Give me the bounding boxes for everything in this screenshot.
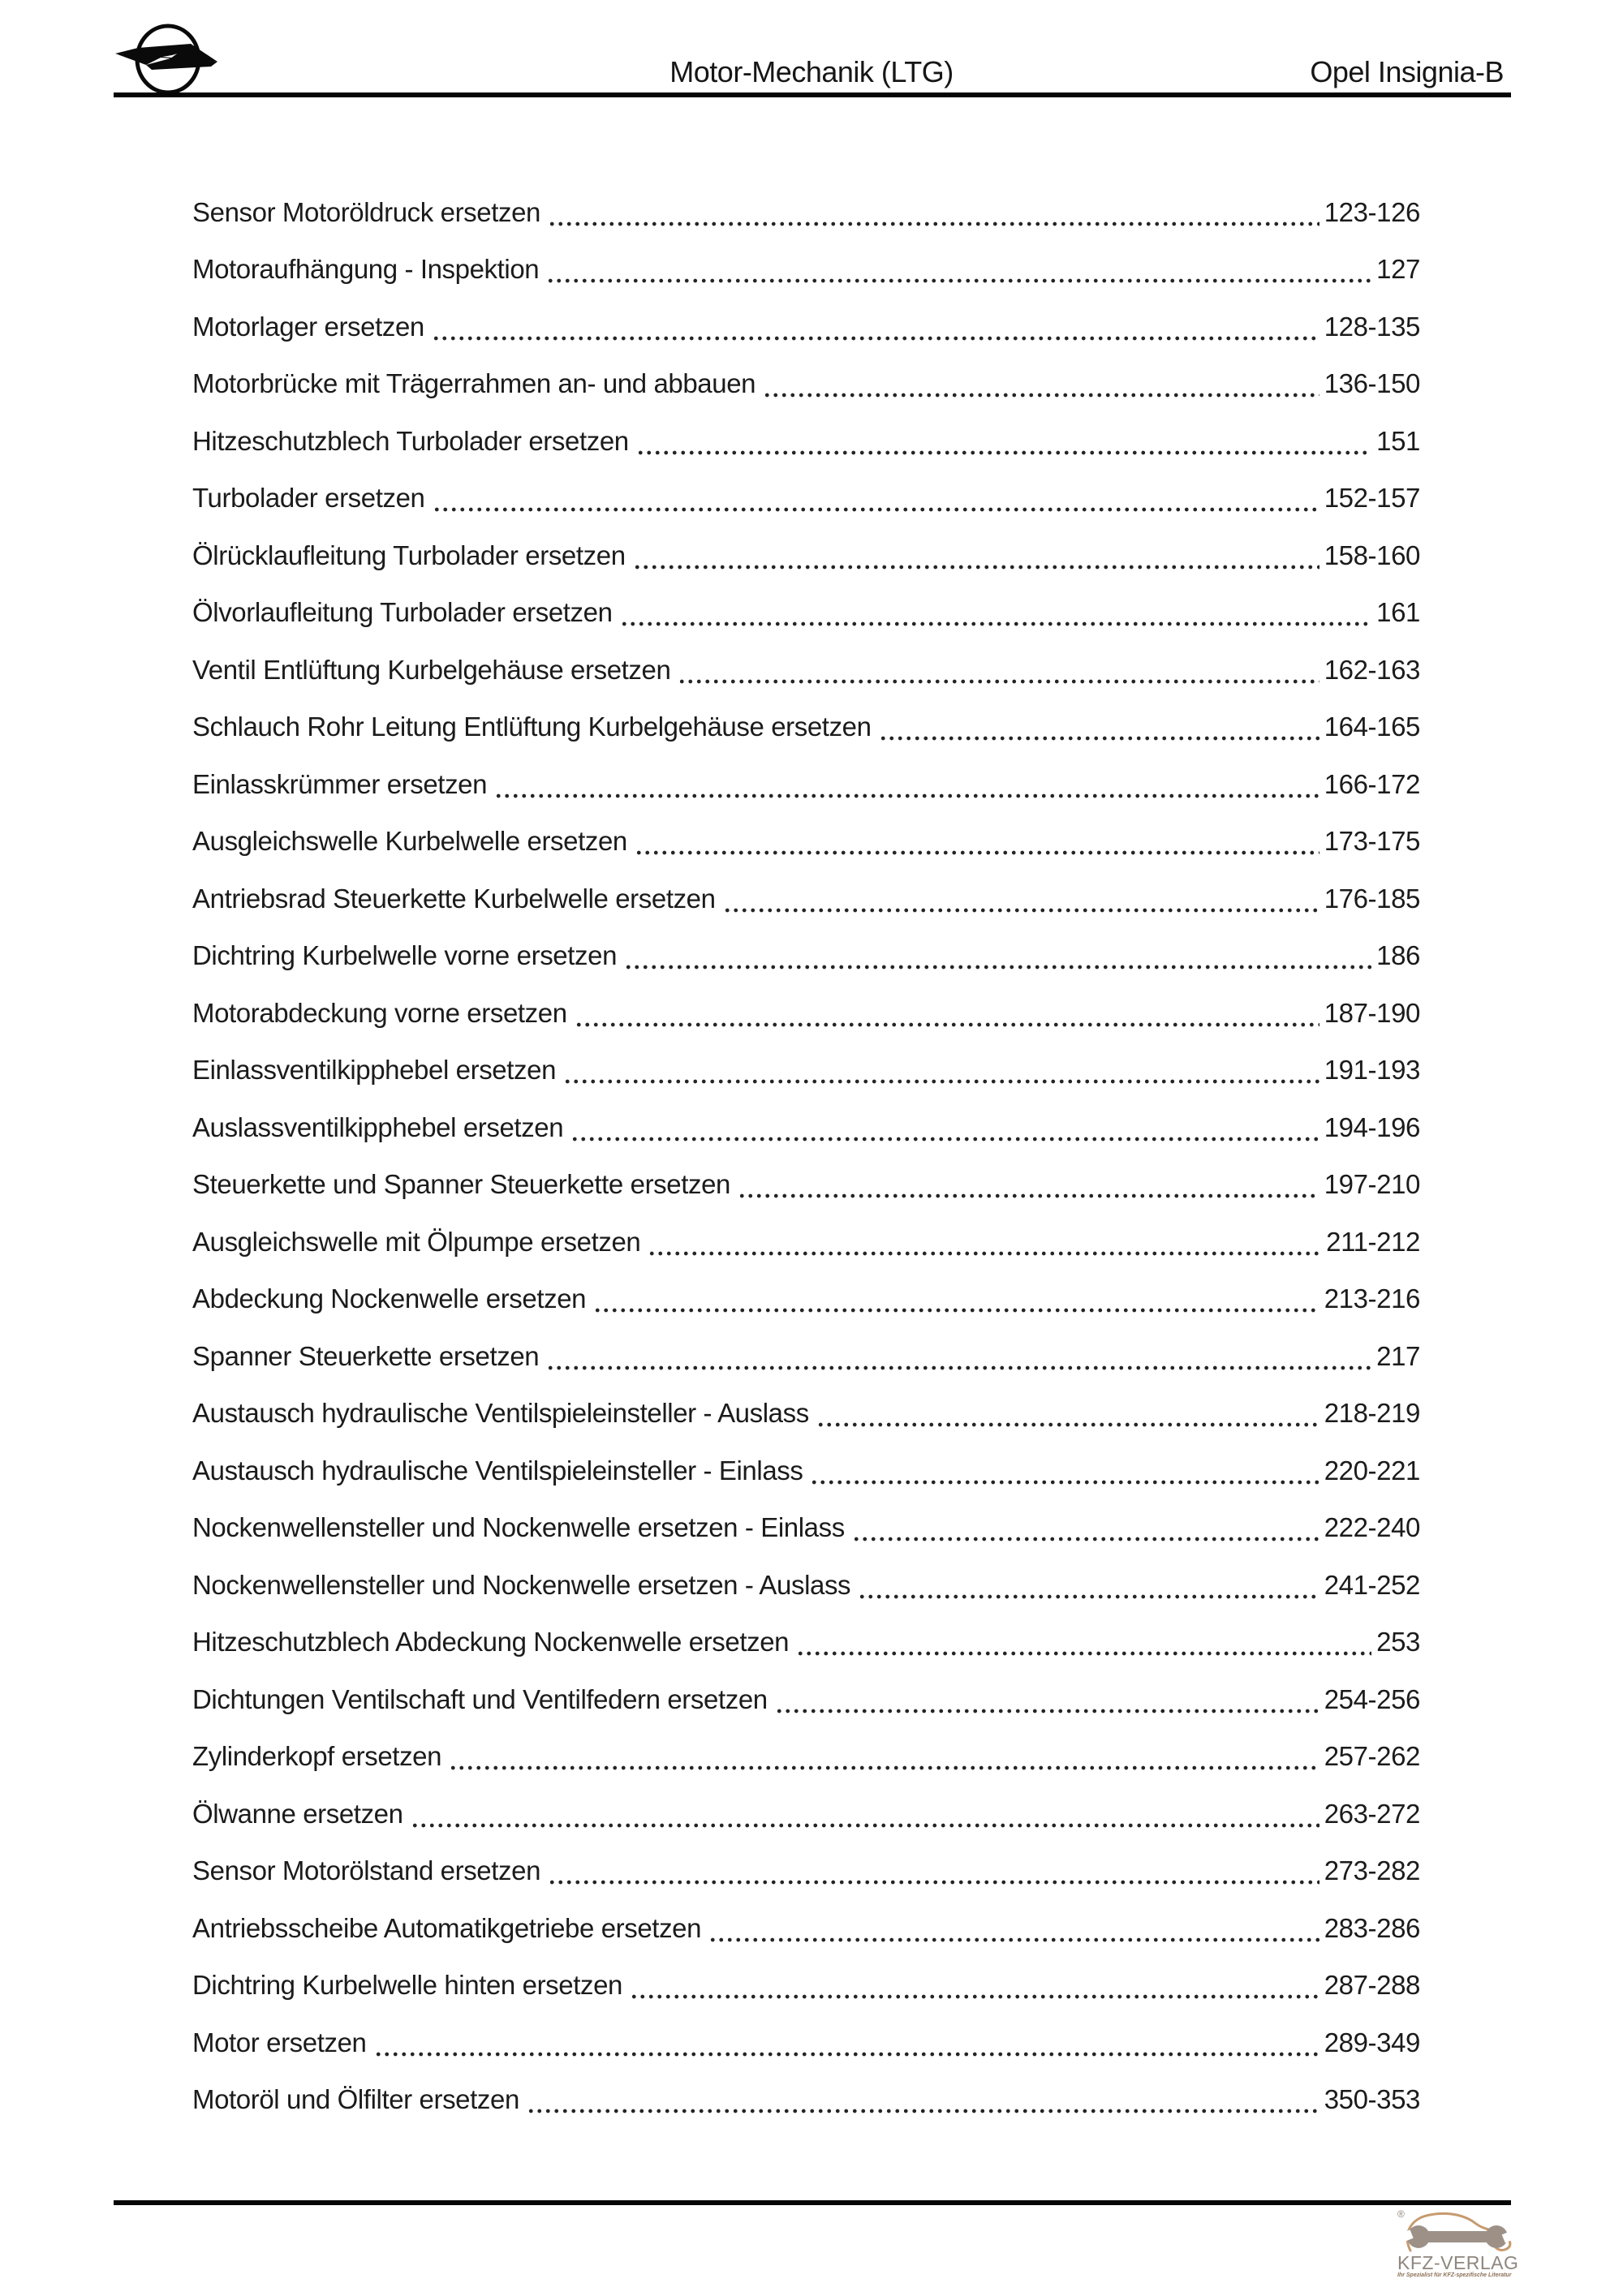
toc-entry [192,410,1420,467]
toc-entry-title: Austausch hydraulische Ventilspieleinsteller - Auslass [192,1398,809,1428]
toc-entry [192,810,1420,868]
toc-entry-title: Einlasskrümmer ersetzen [192,768,488,799]
toc-leader-dots [527,2102,1319,2113]
toc-entry-title: Turbolader ersetzen [192,483,425,513]
toc-entry [192,2069,1420,2126]
toc-entry-pages: 289-349 [1324,2027,1420,2057]
toc-leader-dots [763,386,1319,398]
toc-entry-title: Dichtungen Ventilschaft und Ventilfedern ersetzen [192,1683,768,1714]
toc-entry-title: Antriebsscheibe Automatikgetriebe ersetzen [192,1912,702,1943]
toc-entry-title: Ventil Entlüftung Kurbelgehäuse ersetzen [192,654,671,685]
toc-entry [192,867,1420,925]
toc-entry-title: Motorlager ersetzen [192,311,424,342]
toc-entry-pages: 123-126 [1324,196,1420,227]
toc-entry [192,295,1420,353]
toc-entry-pages: 257-262 [1324,1741,1420,1771]
car-wrench-icon [1401,2210,1514,2257]
toc-entry-pages: 253 [1376,1627,1420,1657]
toc-leader-dots [708,1931,1319,1942]
toc-leader-dots [852,1530,1319,1541]
toc-entry-title: Ölvorlaufleitung Turbolader ersetzen [192,597,613,627]
toc-leader-dots [633,558,1319,570]
toc-leader-dots [494,787,1319,798]
toc-entry [192,638,1420,696]
toc-entry [192,1782,1420,1840]
toc-entry-pages: 161 [1376,597,1420,627]
toc-leader-dots [738,1187,1319,1198]
toc-entry [192,467,1420,525]
toc-entry-pages: 152-157 [1324,483,1420,513]
toc-leader-dots [548,215,1319,226]
toc-entry-pages: 350-353 [1324,2084,1420,2114]
toc-entry [192,1154,1420,1211]
toc-entry [192,1210,1420,1268]
toc-entry-title: Hitzeschutzblech Abdeckung Nockenwelle ersetzen [192,1627,790,1657]
toc-entry-title: Motorbrücke mit Trägerrahmen an- und abbauen [192,368,756,398]
toc-entry-title: Motorabdeckung vorne ersetzen [192,997,567,1028]
toc-entry-pages: 222-240 [1324,1512,1420,1542]
toc-entry [192,982,1420,1039]
toc-leader-dots [546,1359,1371,1370]
toc-entry [192,753,1420,810]
toc-entry-pages: 164-165 [1324,712,1420,742]
toc-entry-pages: 128-135 [1324,311,1420,342]
toc-entry [192,181,1420,239]
toc-leader-dots [432,329,1319,341]
toc-entry-pages: 127 [1376,254,1420,284]
toc-entry [192,1096,1420,1154]
toc-entry-title: Sensor Motorölstand ersetzen [192,1855,541,1885]
toc-entry-pages: 162-163 [1324,654,1420,685]
toc-entry-title: Motoraufhängung - Inspektion [192,254,540,284]
toc-entry-pages: 283-286 [1324,1912,1420,1943]
footer-rule [114,2200,1511,2205]
kfz-verlag-tagline: Ihr Spezialist für KFZ-spezifische Literatur [1397,2272,1512,2278]
toc-entry-title: Ausgleichswelle Kurbelwelle ersetzen [192,826,627,856]
toc-leader-dots [796,1645,1371,1656]
toc-entry-pages: 194-196 [1324,1111,1420,1142]
toc-leader-dots [433,501,1319,512]
kfz-verlag-logo [1397,2207,1519,2292]
registered-trademark-icon: ® [1397,2208,1405,2220]
toc-leader-dots [636,444,1371,455]
toc-list [192,181,1420,2126]
toc-entry-title: Motoröl und Ölfilter ersetzen [192,2084,519,2114]
toc-entry-pages: 187-190 [1324,997,1420,1028]
toc-entry [192,1039,1420,1097]
toc-entry [192,1497,1420,1554]
toc-leader-dots [723,901,1319,913]
toc-entry [192,1840,1420,1898]
toc-entry-pages: 254-256 [1324,1683,1420,1714]
toc-entry-title: Steuerkette und Spanner Steuerkette ersetzen [192,1169,731,1199]
toc-leader-dots [570,1130,1319,1142]
toc-entry [192,696,1420,754]
toc-entry [192,582,1420,639]
toc-entry [192,239,1420,296]
kfz-verlag-wordmark: KFZ-VERLAG [1397,2252,1519,2273]
toc-entry-title: Austausch hydraulische Ventilspieleinsteller - Einlass [192,1455,803,1486]
toc-entry [192,353,1420,411]
toc-entry-pages: 191-193 [1324,1055,1420,1085]
toc-leader-dots [678,673,1319,684]
toc-entry [192,925,1420,982]
toc-entry-title: Abdeckung Nockenwelle ersetzen [192,1283,587,1314]
toc-entry-title: Dichtring Kurbelwelle vorne ersetzen [192,940,618,970]
toc-leader-dots [575,1016,1319,1027]
toc-entry-pages: 220-221 [1324,1455,1420,1486]
toc-leader-dots [548,1873,1319,1885]
toc-entry-title: Motor ersetzen [192,2027,367,2057]
toc-entry-title: Schlauch Rohr Leitung Entlüftung Kurbelgehäuse ersetzen [192,712,872,742]
toc-entry-pages: 197-210 [1324,1169,1420,1199]
toc-leader-dots [620,615,1372,626]
toc-entry [192,1897,1420,1954]
toc-entry-title: Zylinderkopf ersetzen [192,1741,442,1771]
toc-entry-title: Ölwanne ersetzen [192,1798,403,1829]
toc-entry [192,1382,1420,1440]
toc-entry [192,1554,1420,1611]
toc-leader-dots [546,272,1371,283]
toc-entry-title: Ausgleichswelle mit Ölpumpe ersetzen [192,1226,641,1257]
toc-entry-pages: 186 [1376,940,1420,970]
toc-leader-dots [449,1759,1319,1770]
toc-entry-pages: 241-252 [1324,1569,1420,1600]
toc-entry-title: Hitzeschutzblech Turbolader ersetzen [192,425,629,456]
toc-entry-pages: 151 [1376,425,1420,456]
toc-entry [192,1325,1420,1382]
toc-entry [192,1726,1420,1783]
toc-entry-pages: 173-175 [1324,826,1420,856]
toc-entry-title: Nockenwellensteller und Nockenwelle ersetzen - Einlass [192,1512,845,1542]
toc-entry-pages: 263-272 [1324,1798,1420,1829]
header-model: Opel Insignia-B [1310,55,1504,88]
toc-entry [192,1954,1420,2012]
toc-entry-title: Auslassventilkipphebel ersetzen [192,1111,564,1142]
toc-entry-title: Nockenwellensteller und Nockenwelle ersetzen - Auslass [192,1569,851,1600]
toc-entry-title: Antriebsrad Steuerkette Kurbelwelle ersetzen [192,883,716,914]
toc-entry-pages: 211-212 [1326,1226,1420,1257]
toc-leader-dots [879,729,1319,741]
toc-entry-pages: 287-288 [1324,1970,1420,2000]
header-doc-title: Motor-Mechanik (LTG) [669,55,954,88]
toc-leader-dots [593,1301,1319,1313]
toc-leader-dots [648,1245,1321,1256]
toc-entry-pages: 273-282 [1324,1855,1420,1885]
toc-entry-pages: 176-185 [1324,883,1420,914]
toc-entry-pages: 166-172 [1324,768,1420,799]
toc-leader-dots [775,1702,1319,1713]
toc-leader-dots [858,1588,1319,1599]
toc-entry-title: Spanner Steuerkette ersetzen [192,1340,540,1371]
toc-entry-pages: 136-150 [1324,368,1420,398]
toc-entry-pages: 213-216 [1324,1283,1420,1314]
toc-entry [192,1439,1420,1497]
toc-entry [192,1668,1420,1726]
toc-entry-pages: 217 [1376,1340,1420,1371]
toc-entry [192,1268,1420,1326]
toc-entry [192,1611,1420,1669]
toc-leader-dots [624,958,1371,970]
toc-entry-pages: 218-219 [1324,1398,1420,1428]
toc-leader-dots [810,1473,1319,1485]
toc-entry [192,2011,1420,2069]
header-rule [114,92,1511,97]
toc-entry [192,524,1420,582]
toc-leader-dots [816,1416,1319,1427]
toc-entry-title: Ölrücklaufleitung Turbolader ersetzen [192,540,626,570]
toc-entry-title: Sensor Motoröldruck ersetzen [192,196,540,227]
toc-leader-dots [635,844,1319,855]
toc-leader-dots [411,1817,1319,1828]
toc-entry-title: Dichtring Kurbelwelle hinten ersetzen [192,1970,622,2000]
toc-leader-dots [563,1073,1319,1084]
toc-entry-pages: 158-160 [1324,540,1420,570]
toc-entry-title: Einlassventilkipphebel ersetzen [192,1055,557,1085]
toc-leader-dots [630,1988,1319,1999]
toc-leader-dots [374,2045,1319,2057]
